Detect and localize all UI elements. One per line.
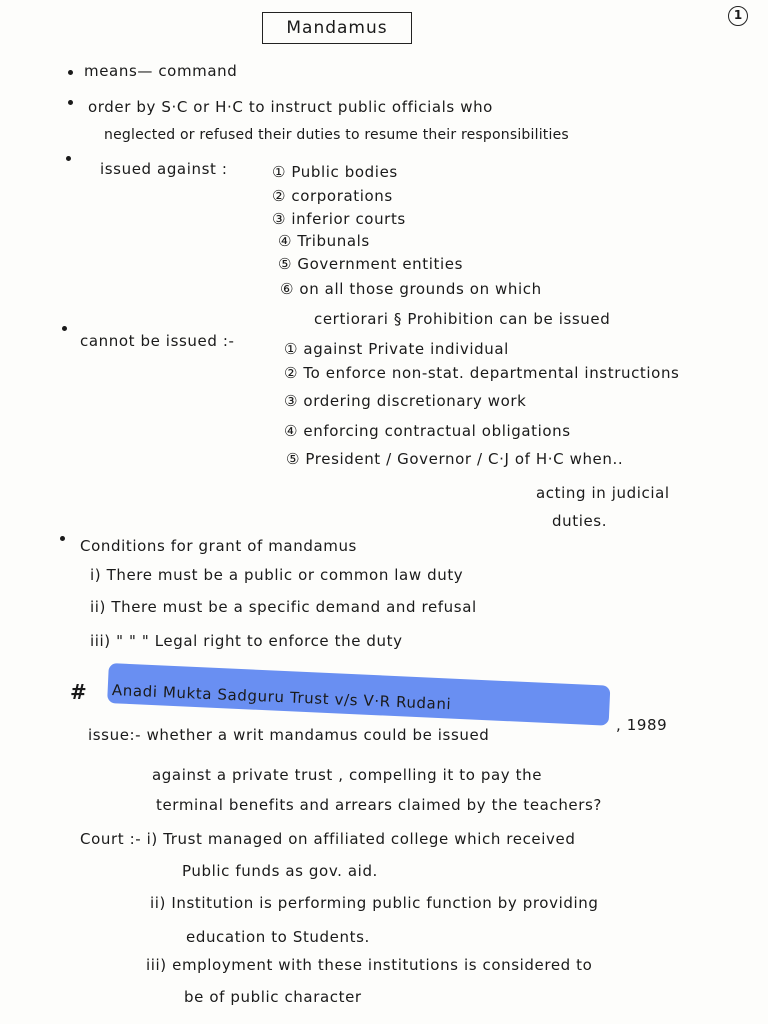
bullet bbox=[66, 156, 71, 161]
conditions-title: Conditions for grant of mandamus bbox=[80, 537, 357, 555]
issued-item-1: ① Public bodies bbox=[272, 163, 398, 181]
issued-item-6a: ⑥ on all those grounds on which bbox=[280, 280, 542, 298]
issue-line-2: against a private trust , compelling it to pay the bbox=[152, 766, 543, 784]
bullet bbox=[68, 70, 73, 75]
cannot-item-4: ④ enforcing contractual obligations bbox=[284, 422, 571, 440]
court-line-2: Public funds as gov. aid. bbox=[182, 862, 378, 880]
cannot-item-3: ③ ordering discretionary work bbox=[284, 392, 527, 410]
condition-3: iii) " " " Legal right to enforce the duty bbox=[90, 632, 403, 650]
condition-1: i) There must be a public or common law duty bbox=[90, 566, 464, 584]
page-number: 1 bbox=[728, 6, 748, 26]
case-year: , 1989 bbox=[616, 716, 668, 734]
issue-line-3: terminal benefits and arrears claimed by the teachers? bbox=[156, 796, 602, 814]
cannot-issued-label: cannot be issued :- bbox=[80, 332, 235, 350]
issued-item-3: ③ inferior courts bbox=[272, 210, 406, 228]
court-line-3: ii) Institution is performing public function by providing bbox=[150, 894, 599, 912]
issued-item-6b: certiorari § Prohibition can be issued bbox=[314, 310, 611, 328]
issued-item-2: ② corporations bbox=[272, 187, 393, 205]
condition-2: ii) There must be a specific demand and refusal bbox=[90, 598, 477, 616]
court-line-6: be of public character bbox=[184, 988, 362, 1006]
order-line-1: order by S·C or H·C to instruct public officials who bbox=[88, 98, 493, 116]
bullet bbox=[60, 536, 65, 541]
case-title: Anadi Mukta Sadguru Trust v/s V·R Rudani bbox=[111, 681, 452, 714]
issue-line-1: issue:- whether a writ mandamus could be issued bbox=[88, 726, 490, 744]
issued-against-label: issued against : bbox=[100, 160, 228, 178]
issued-item-4: ④ Tribunals bbox=[278, 232, 370, 250]
cannot-item-1: ① against Private individual bbox=[284, 340, 509, 358]
bullet bbox=[62, 326, 67, 331]
means-line: means— command bbox=[84, 62, 238, 80]
page-title: Mandamus bbox=[262, 12, 412, 44]
bullet bbox=[68, 100, 73, 105]
court-line-5: iii) employment with these institutions is considered to bbox=[146, 956, 593, 974]
cannot-item-5b: acting in judicial bbox=[536, 484, 670, 502]
issued-item-5: ⑤ Government entities bbox=[278, 255, 464, 273]
cannot-item-5c: duties. bbox=[552, 512, 608, 530]
court-line-4: education to Students. bbox=[186, 928, 370, 946]
order-line-2: neglected or refused their duties to resume their responsibilities bbox=[104, 127, 569, 143]
cannot-item-5a: ⑤ President / Governor / C·J of H·C when.. bbox=[286, 450, 624, 468]
court-line-1: Court :- i) Trust managed on affiliated college which received bbox=[80, 830, 576, 848]
cannot-item-2: ② To enforce non-stat. departmental instructions bbox=[284, 364, 680, 382]
case-hash: # bbox=[70, 680, 87, 704]
